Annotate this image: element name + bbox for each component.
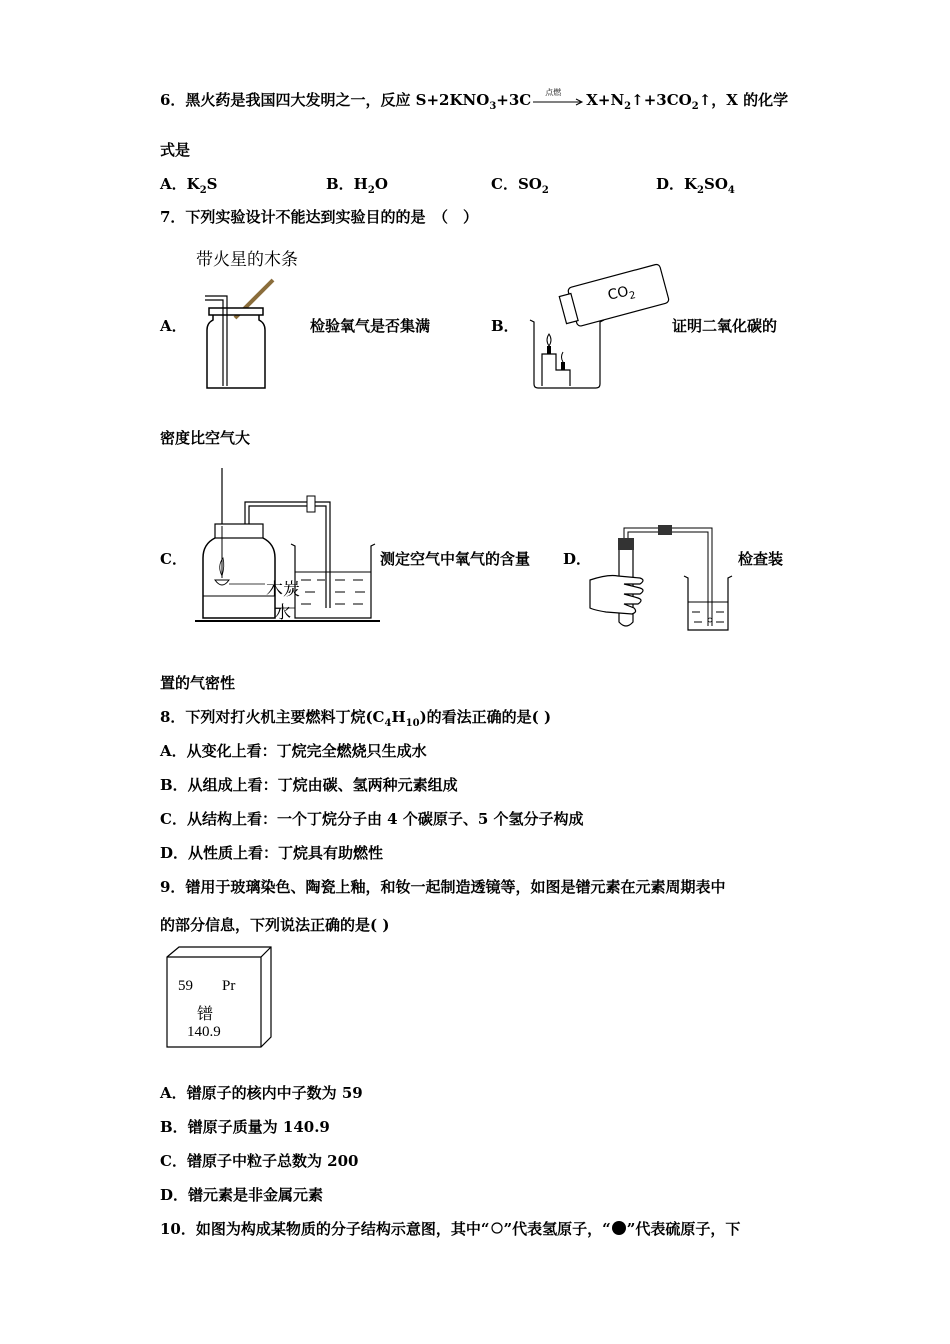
collecting-bottle	[203, 538, 275, 618]
q7a-caption: 检验氧气是否集满	[310, 317, 431, 335]
q7a-label-splint: 带火星的木条	[196, 250, 298, 270]
q7-option-a-label[interactable]: A．	[160, 317, 187, 335]
q9-option-a[interactable]: A．镨原子的核内中子数为 59	[160, 1084, 363, 1102]
q6-option-c[interactable]: C．$SO_2$	[491, 175, 549, 196]
q7b-caption-continued: 密度比空气大	[160, 429, 251, 447]
q8-stem: 8．下列对打火机主要燃料丁烷$(C_4H_{10})$的看法正确的是( )	[160, 708, 552, 729]
q6-option-a[interactable]: A．$K_2S$	[160, 175, 218, 196]
q8-option-b[interactable]: B．从组成上看：丁烷由碳、氢两种元素组成	[160, 776, 458, 794]
candle-lower	[561, 362, 565, 370]
q6-option-d[interactable]: D．$K_2SO_4$	[656, 175, 735, 196]
q7d-caption-continued: 置的气密性	[160, 674, 236, 692]
q8-option-c[interactable]: C．从结构上看：一个丁烷分子由 4 个碳原子、5 个氢分子构成	[160, 810, 584, 828]
co2-density-figure	[520, 262, 670, 392]
candle-upper	[547, 346, 551, 354]
combustion-spoon	[215, 580, 229, 585]
q7c-caption: 测定空气中氧气的含量	[380, 550, 531, 568]
q6-line2: 式是	[160, 141, 191, 159]
q8-option-d[interactable]: D．从性质上看：丁烷具有助燃性	[160, 844, 384, 862]
q7d-caption: 检查装	[738, 550, 784, 568]
hand-icon	[590, 576, 643, 615]
q9-option-d[interactable]: D．镨元素是非金属元素	[160, 1186, 324, 1204]
q7-stem: 7．下列实验设计不能达到实验目的的是 （ ）	[160, 208, 478, 226]
jar-lid	[209, 308, 263, 315]
q7-option-c-label[interactable]: C．	[160, 550, 187, 568]
element-symbol: Pr	[222, 978, 236, 994]
clamp	[307, 496, 315, 512]
water-dashes	[301, 580, 365, 604]
step-stand	[542, 354, 570, 386]
subscript: 3	[489, 101, 497, 112]
q7c-label-water: 水	[274, 603, 291, 623]
co2-label: $CO_2$	[606, 283, 637, 304]
q9-stem-line2: 的部分信息，下列说法正确的是( )	[160, 916, 390, 934]
delivery-tube	[624, 528, 712, 626]
bubble-icon	[708, 618, 712, 622]
q6-option-b[interactable]: B．$H_2O$	[326, 175, 388, 196]
reaction-condition: 点燃	[545, 88, 562, 97]
q9-option-b[interactable]: B．镨原子质量为 140.9	[160, 1118, 330, 1136]
q6-line1: 6．黑火药是我国四大发明之一，反应 $S+2KNO_3+3C$ 点燃 $X+N_2↑+3CO_2↑$，X 的化学	[160, 90, 788, 117]
flame-icon	[562, 352, 564, 362]
q7-option-d-label[interactable]: D．	[563, 550, 592, 568]
flame-icon	[547, 334, 551, 346]
reaction-arrow	[531, 88, 586, 111]
q9-stem-line1: 9．镨用于玻璃染色、陶瓷上釉，和钕一起制造透镜等，如图是镨元素在元素周期表中	[160, 878, 726, 896]
beaker	[530, 320, 604, 388]
rubber-joint	[658, 525, 672, 535]
atomic-mass: 140.9	[187, 1024, 221, 1040]
gas-jar	[207, 313, 265, 388]
q10-stem: 10．如图为构成某物质的分子结构示意图，其中“ ”代表氢原子，“ ”代表硫原子，下	[160, 1220, 741, 1238]
q7-option-b-label[interactable]: B．	[491, 317, 519, 335]
atomic-number: 59	[178, 978, 193, 994]
q8-option-a[interactable]: A．从变化上看：丁烷完全燃烧只生成水	[160, 742, 427, 760]
q7c-label-charcoal: 木炭	[266, 580, 300, 600]
hydrogen-atom-icon	[490, 1221, 504, 1235]
water-beaker	[291, 544, 375, 618]
q7b-caption: 证明二氧化碳的	[672, 317, 778, 335]
q9-option-c[interactable]: C．镨原子中粒子总数为 200	[160, 1152, 359, 1170]
sulfur-atom-icon	[611, 1220, 627, 1236]
tube-stopper	[618, 538, 634, 550]
oxygen-test-bottle-figure	[195, 268, 305, 393]
airtightness-figure	[588, 518, 738, 633]
element-name: 镨	[197, 1004, 214, 1023]
